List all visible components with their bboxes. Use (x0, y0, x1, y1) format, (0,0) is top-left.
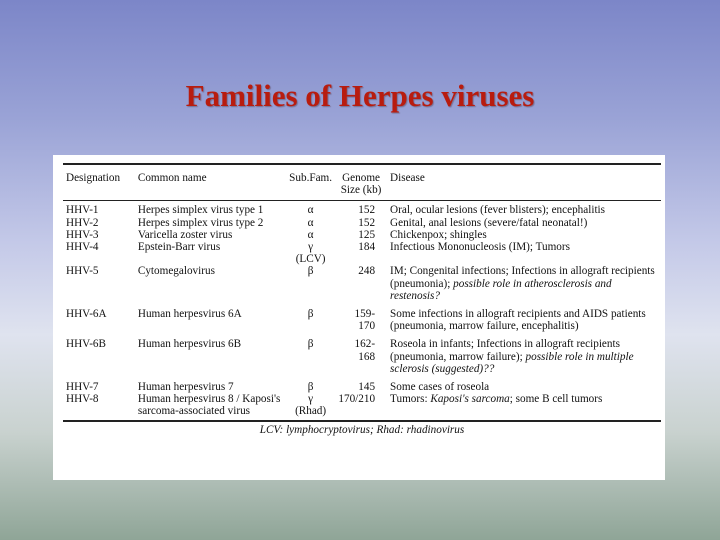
table-header-row (63, 164, 661, 201)
subfamily-genus: (LCV) (295, 253, 326, 266)
header-common-name: Common name (137, 172, 207, 184)
cell-genome: 145 (358, 381, 376, 394)
disease-text: IM; Congenital infections; Infections in allograft recipients (pneumonia); (390, 265, 655, 290)
cell-subfamily: α (307, 216, 314, 229)
cell-designation: HHV-1 (66, 204, 99, 217)
table-row (63, 265, 661, 302)
table-row (63, 393, 661, 420)
disease-italic-text: possible role in multiple sclerosis (suggested)?? (390, 350, 634, 375)
cell-genome: 159-170 (354, 308, 376, 333)
table-row (63, 308, 661, 332)
cell-common-name: Cytomegalovirus (137, 265, 215, 278)
table-row (63, 241, 661, 265)
cell-common-name: Herpes simplex virus type 1 (137, 204, 264, 217)
cell-common-name: Epstein-Barr virus (137, 241, 221, 254)
herpes-families-table (63, 163, 661, 436)
cell-disease (387, 393, 661, 420)
cell-disease (387, 338, 661, 375)
header-subfamily: Sub.Fam. (289, 172, 333, 184)
cell-subfamily: α (307, 228, 314, 241)
cell-disease: Oral, ocular lesions (fever blisters); encephalitis (390, 204, 606, 217)
header-genome-line1: Genome (342, 172, 380, 184)
disease-text: Roseola in infants; Infections in allograft recipients (pneumonia, marrow failure); (390, 338, 620, 363)
cell-genome: 162-168 (354, 338, 376, 363)
cell-designation: HHV-3 (66, 228, 99, 241)
header-genome-line2: Size (kb) (340, 184, 382, 197)
subfamily-symbol: γ (308, 241, 314, 254)
table-row (63, 217, 661, 229)
header-genome-size (335, 164, 387, 201)
cell-genome: 184 (358, 241, 376, 254)
cell-designation: HHV-4 (66, 241, 99, 254)
table-row (63, 229, 661, 241)
slide-title: Families of Herpes viruses (185, 78, 535, 113)
cell-designation: HHV-6B (66, 338, 106, 351)
cell-disease: Some infections in allograft recipients and AIDS patients (pneumonia, marrow failure, encephalitis) (390, 308, 646, 333)
subfamily-symbol: γ (308, 393, 314, 406)
table-footnote: LCV: lymphocryptovirus; Rhad: rhadinovirus (63, 421, 661, 436)
table-footnote-row (63, 421, 661, 436)
cell-subfamily: β (307, 265, 314, 278)
cell-designation: HHV-7 (66, 381, 99, 394)
cell-genome: 125 (358, 228, 376, 241)
header-designation: Designation (66, 172, 121, 184)
table-row (63, 381, 661, 393)
cell-subfamily: β (307, 308, 314, 321)
table-panel (53, 155, 665, 480)
cell-genome: 170/210 (338, 393, 376, 406)
cell-disease (387, 265, 661, 302)
cell-designation: HHV-5 (66, 265, 99, 278)
table-row (63, 201, 661, 217)
cell-subfamily (286, 393, 335, 420)
cell-disease: Genital, anal lesions (severe/fatal neonatal!) (390, 216, 588, 229)
cell-genome: 152 (358, 204, 376, 217)
cell-disease: Chickenpox; shingles (390, 228, 487, 241)
cell-common-name: Human herpesvirus 8 / Kaposi's sarcoma-associated virus (137, 393, 281, 418)
cell-subfamily: β (307, 338, 314, 351)
cell-subfamily: β (307, 381, 314, 394)
cell-common-name: Herpes simplex virus type 2 (137, 216, 264, 229)
cell-common-name: Human herpesvirus 7 (137, 381, 234, 394)
cell-genome: 152 (358, 216, 376, 229)
cell-designation: HHV-6A (66, 308, 107, 321)
subfamily-genus: (Rhad) (295, 405, 327, 418)
cell-common-name: Human herpesvirus 6B (137, 338, 242, 351)
cell-subfamily (286, 241, 335, 265)
disease-tail-text: ; some B cell tumors (509, 393, 603, 406)
disease-text: Tumors: (390, 393, 431, 406)
cell-common-name: Human herpesvirus 6A (137, 308, 242, 321)
cell-designation: HHV-8 (66, 393, 99, 406)
cell-subfamily: α (307, 204, 314, 217)
cell-disease: Infectious Mononucleosis (IM); Tumors (390, 241, 570, 254)
table-row (63, 338, 661, 375)
disease-italic-text: Kaposi's sarcoma (430, 393, 510, 406)
cell-genome: 248 (358, 265, 376, 278)
disease-italic-text: possible role in atherosclerosis and restenosis? (390, 277, 612, 302)
cell-designation: HHV-2 (66, 216, 99, 229)
cell-disease: Some cases of roseola (390, 381, 490, 394)
header-disease: Disease (390, 172, 425, 184)
cell-common-name: Varicella zoster virus (137, 228, 233, 241)
